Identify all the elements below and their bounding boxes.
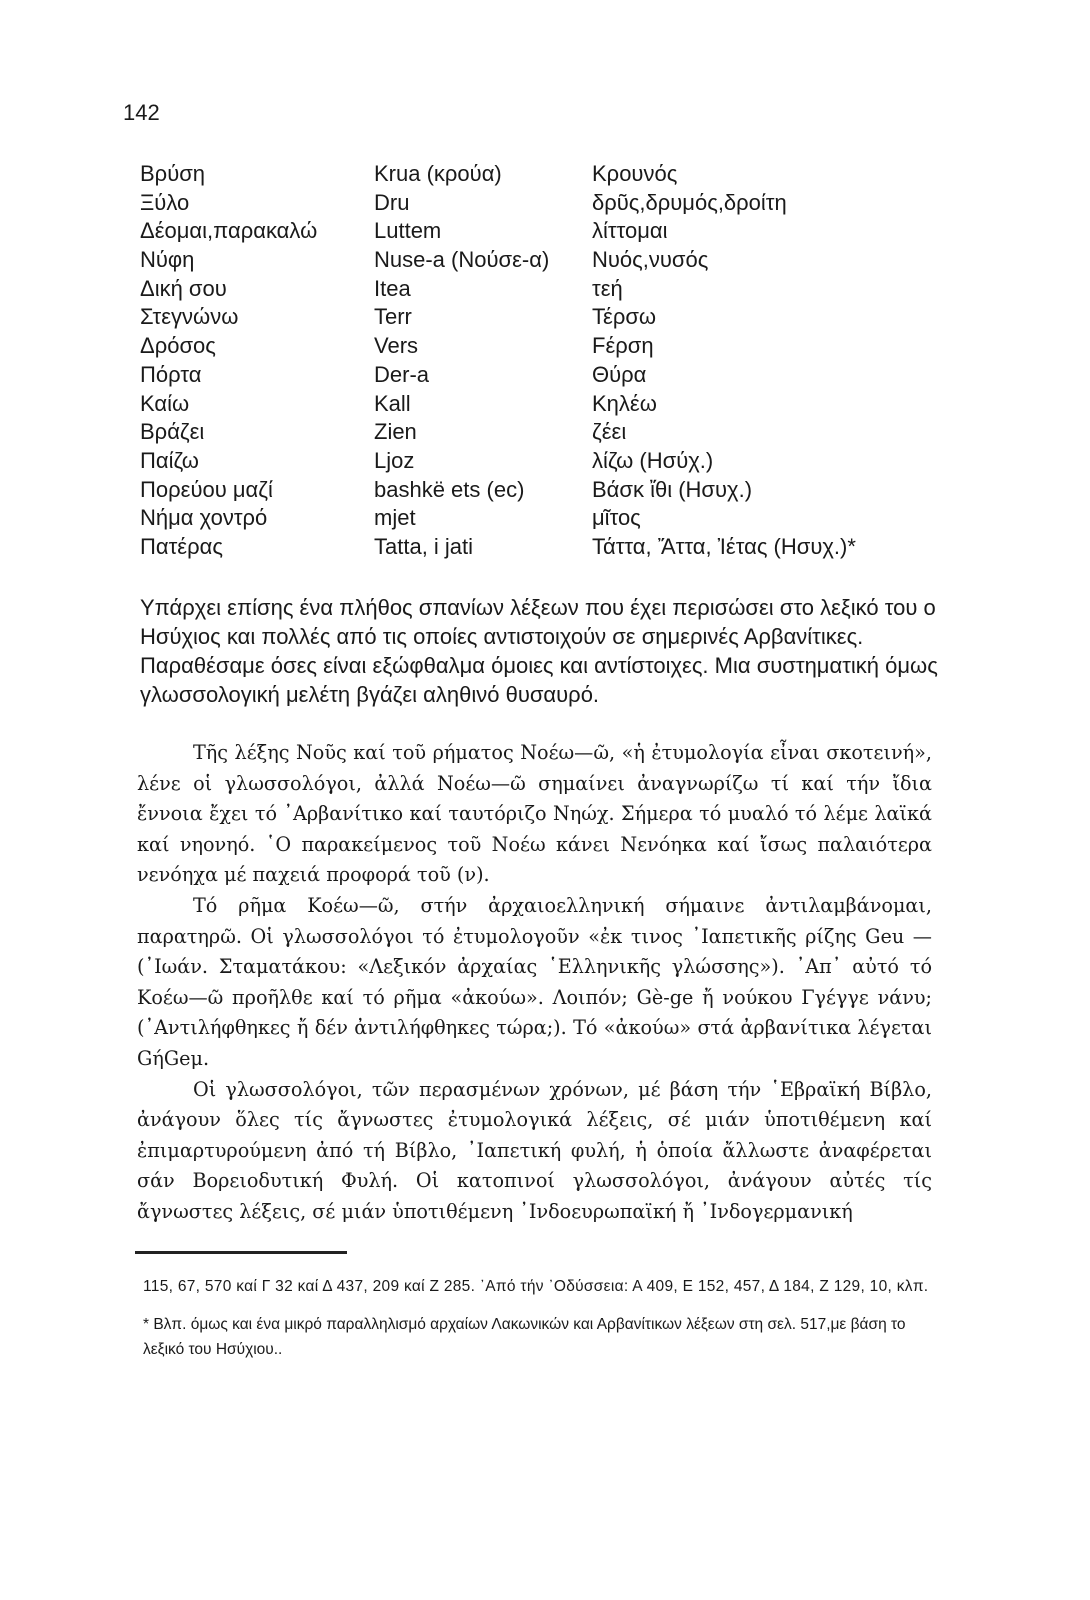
ancient-greek-word: ζέει (592, 419, 627, 445)
greek-word: Βρύση (140, 161, 206, 186)
word-row (140, 303, 940, 332)
word-row (140, 447, 940, 476)
arvanitic-word: Kall (374, 390, 411, 416)
arvanitic-word: Der-a (374, 361, 430, 387)
greek-word: Δέομαι,παρακαλώ (140, 218, 318, 244)
arvanitic-word: Terr (374, 304, 412, 330)
ancient-greek-word: Κρουνός (592, 161, 678, 186)
arvanitic-word: Ljoz (374, 447, 415, 473)
greek-word: Νήμα χοντρό (140, 505, 268, 531)
arvanitic-word: bashkë ets (ec) (374, 476, 525, 502)
ancient-greek-word: δρῦς,δρυμός,δροίτη (592, 189, 787, 215)
word-row (140, 361, 940, 390)
arvanitic-word: Luttem (374, 218, 442, 244)
body-paragraph: Τῆς λέξης Νοῦς καί τοῦ ρήματος Νοέω—ῶ, «ἡ ἐτυμολογία εἶναι σκοτεινή», λένε οἱ γλωσσολόγοι, ἀλλά Νοέω—ῶ σημαίνει ἀναγνωρίζω τί καί τήν ἴδια ἔννοια ἔχει τό ᾿Αρβανίτικο καί ταυτόριζο Νηώχ. Σήμερα τό μυαλό τό λέμε λαϊκά καί νηονηό. ῾Ο παρακείμενος τοῦ Νοέω κάνει Νενόηκα καί ἴσως παλαιότερα νενόηχα μέ παχειά προφορά τοῦ (ν). (137, 741, 932, 887)
greek-word: Πατέρας (140, 533, 223, 559)
arvanitic-word: Nuse-a (Νούσε-α) (374, 247, 550, 273)
ancient-greek-word: Νυός,νυσός (592, 247, 709, 273)
body-paragraph: Τό ρῆμα Κοέω—ῶ, στήν ἀρχαιοελληνική σήμαινε ἀντιλαμβάνομαι, παρατηρῶ. Οἱ γλωσσολόγοι τό ἐτυμολογοῦν «ἐκ τινος ᾿Ιαπετικῆς ρίζης Geu — (᾿Ιωάν. Σταματάκου: «Λεξικόν ἀρχαίας ῾Ελληνικῆς γλώσσης»). ᾿Απ᾿ αὐτό τό Κοέω—ῶ προῆλθε καί τό ρῆμα «ἀκούω». Λοιπόν; Gè-ge ἤ νούκου Γγέγγε νάνυ; (᾿Αντιλήφθηκες ἤ δέν ἀντιλήφθηκες τώρα;). Τό «ἀκούω» στά ἀρβανίτικα λέγεται GήGeμ. (137, 893, 932, 1070)
ancient-greek-word: Κηλέω (592, 390, 657, 416)
arvanitic-word: Tatta, i jati (374, 533, 474, 559)
word-row (140, 160, 940, 189)
greek-word: Πόρτα (140, 361, 202, 387)
word-row (140, 504, 940, 533)
page-number: 142 (123, 100, 160, 125)
ancient-greek-word: Fέρση (592, 333, 654, 359)
word-comparison-list (140, 160, 940, 562)
word-row (140, 476, 940, 505)
word-row (140, 332, 940, 361)
arvanitic-word: Zien (374, 419, 417, 445)
word-row (140, 275, 940, 304)
arvanitic-word: Krua (κρούα) (374, 161, 502, 186)
greek-word: Νύφη (140, 247, 195, 273)
arvanitic-word: Itea (374, 275, 411, 301)
word-row (140, 189, 940, 218)
greek-word: Πορεύου μαζί (140, 476, 273, 502)
note-paragraph: Υπάρχει επίσης ένα πλήθος σπανίων λέξεων που έχει περισώσει στο λεξικό του ο Ησύχιος και πολλές από τις οποίες αντιστοιχούν σε σημερινές Αρβανίτικες. Παραθέσαμε όσες είναι εξώφθαλμα όμοιες και αντίστοιχες. Μια συστηματική όμως γλωσσολογική μελέτη βγάζει αληθινό θυσαυρό. (140, 595, 938, 707)
footnote-separator (135, 1251, 347, 1254)
ancient-greek-word: Τέρσω (592, 304, 657, 330)
ancient-greek-word: Τάττα, Ἄττα, Ἰέτας (Ησυχ.)* (592, 533, 856, 559)
greek-word: Καίω (140, 390, 190, 416)
word-row (140, 217, 940, 246)
word-row (140, 533, 940, 562)
ancient-greek-word: Βάσκ ἴθι (Ησυχ.) (592, 476, 753, 502)
ancient-greek-word: μῖτος (592, 505, 641, 531)
arvanitic-word: Dru (374, 189, 410, 215)
word-row (140, 418, 940, 447)
greek-word: Ξύλο (140, 189, 190, 215)
body-paragraph: Οἱ γλωσσολόγοι, τῶν περασμένων χρόνων, μέ βάση τήν ῾Εβραϊκή Βίβλο, ἀνάγουν ὅλες τίς ἄγνωστες ἐτυμολογικά λέξεις, σέ μιάν ὑποτιθέμενη καί ἐπιμαρτυρούμενη ἀπό τή Βίβλο, ᾿Ιαπετική φυλή, ἡ ὁποία ἄλλωστε ἀναφέρεται σάν Βορειοδυτική Φυλή. Οἱ κατοπινοί γλωσσολόγοι, ἀνάγουν αὐτές τίς ἄγνωστες λέξεις, σέ μιάν ὑποτιθέμενη ᾿Ινδοευρωπαϊκή ἤ ᾿Ινδογερμανική (137, 1077, 932, 1223)
footnote-references: 115, 67, 570 καί Γ 32 καί Δ 437, 209 καί Ζ 285. ᾿Από τήν ᾿Οδύσσεια: Α 409, Ε 152, 457, Δ 184, Ζ 129, 10, κλπ. (143, 1278, 929, 1295)
footnotes (143, 1274, 933, 1362)
word-row (140, 390, 940, 419)
greek-word: Παίζω (140, 447, 199, 473)
greek-word: Δρόσος (140, 333, 216, 359)
ancient-greek-word: λίζω (Ησύχ.) (592, 447, 714, 473)
greek-word: Βράζει (140, 419, 205, 445)
ancient-greek-word: Θύρα (592, 361, 647, 387)
body-text (137, 738, 932, 1228)
ancient-greek-word: τεή (592, 275, 623, 301)
greek-word: Δική σου (140, 275, 227, 301)
greek-word: Στεγνώνω (140, 304, 239, 330)
arvanitic-word: mjet (374, 505, 416, 531)
ancient-greek-word: λίττομαι (592, 218, 668, 244)
word-row (140, 246, 940, 275)
footnote-asterisk: * Βλπ. όμως και ένα μικρό παραλληλισμό αρχαίων Λακωνικών και Αρβανίτικων λέξεων στη σελ. 517,με βάση το λεξικό του Ησύχιου.. (143, 1316, 906, 1358)
arvanitic-word: Vers (374, 333, 419, 359)
